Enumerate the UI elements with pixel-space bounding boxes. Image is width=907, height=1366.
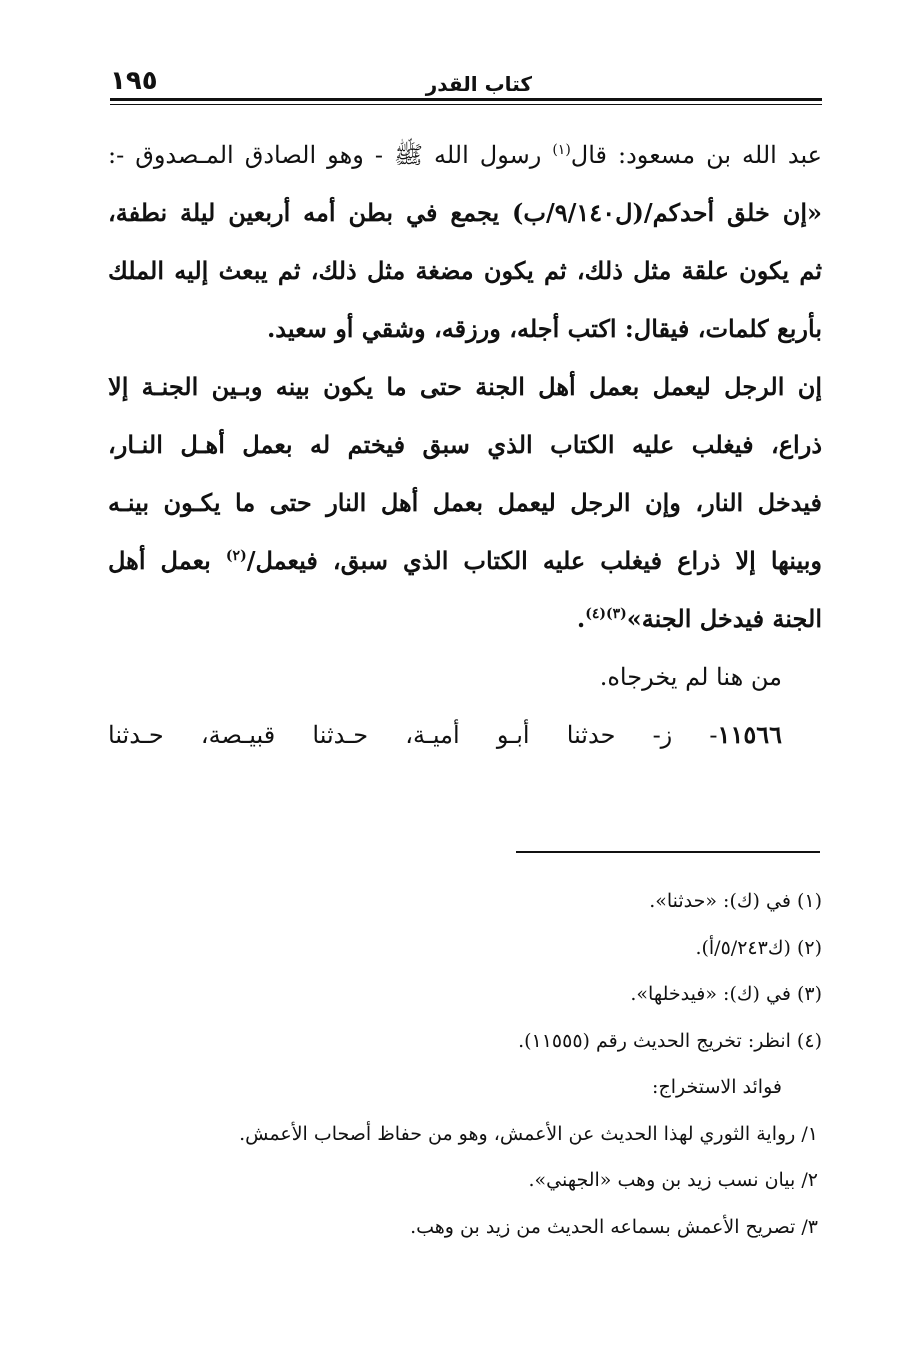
footnote-3: (٣) في (ك): «فيدخلها». <box>630 983 822 1005</box>
footnotes <box>108 878 822 1250</box>
footnote-1: (١) في (ك): «حدثنا». <box>649 890 822 912</box>
text-line-7: فيدخل النار، وإن الرجل ليعمل بعمل أهل النار حتى ما يكـون بينـه <box>108 488 822 517</box>
footnote-ref: (١) <box>552 142 571 158</box>
benefit-1: ١/ رواية الثوري لهذا الحديث عن الأعمش، وهو من حفاظ أصحاب الأعمش. <box>239 1122 818 1145</box>
text-line-9: الجنة فيدخل الجنة»$^{(٣)(٤)}$. <box>576 604 822 633</box>
running-header <box>110 66 822 100</box>
main-text <box>108 126 822 764</box>
header-rule <box>110 98 822 101</box>
text-line-5: إن الرجل ليعمل بعمل أهل الجنة حتى ما يكون بينه وبـين الجنـة إلا <box>108 372 822 401</box>
header-rule-thin <box>110 104 822 105</box>
footnote-ref: (٣)(٤) <box>585 606 627 622</box>
benefit-2: ٢/ بيان نسب زيد بن وهب «الجهني». <box>528 1169 818 1191</box>
text-line-3: ثم يكون علقة مثل ذلك، ثم يكون مضغة مثل ذلك، ثم يبعث إليه الملك <box>108 256 822 285</box>
footnote-2: (٢) (ك٥/٢٤٣/أ). <box>695 936 822 959</box>
text-line-8: وبينها إلا ذراع فيغلب عليه الكتاب الذي سبق، فيعمل/$^{(٢)}$ بعمل أهل <box>108 546 822 575</box>
text-line-10: من هنا لم يخرجاه. <box>599 663 782 691</box>
hadith-number-line: ١١٥٦٦- ز- حدثنا أبـو أميـة، حـدثنا قبيـصة، حـدثنا <box>108 720 782 749</box>
footnote-4: (٤) انظر: تخريج الحديث رقم (١١٥٥٥). <box>518 1029 822 1052</box>
chapter-title: كتاب القدر <box>425 72 532 96</box>
hadith-number: ١١٥٦٦ <box>717 720 782 749</box>
text-line-1: عبد الله بن مسعود: قال$^{(١)}$ رسول الله ﷺ - وهو الصادق المـصدوق -: <box>108 141 822 169</box>
page-number: ١٩٥ <box>110 66 158 96</box>
text-line-6: ذراع، فيغلب عليه الكتاب الذي سبق فيختم له بعمل أهـل النـار، <box>108 430 822 459</box>
benefit-3: ٣/ تصريح الأعمش بسماعه الحديث من زيد بن وهب. <box>410 1215 818 1238</box>
text-line-4: بأربع كلمات، فيقال: اكتب أجله، ورزقه، وشقي أو سعيد. <box>266 314 822 343</box>
footnote-separator <box>516 851 820 853</box>
text-line-2: «إن خلق أحدكم/(ل٩/١٤٠/ب) يجمع في بطن أمه أربعين ليلة نطفة، <box>108 198 822 227</box>
footnote-ref: (٢) <box>225 548 247 564</box>
extraction-benefits-heading: فوائد الاستخراج: <box>652 1076 782 1098</box>
